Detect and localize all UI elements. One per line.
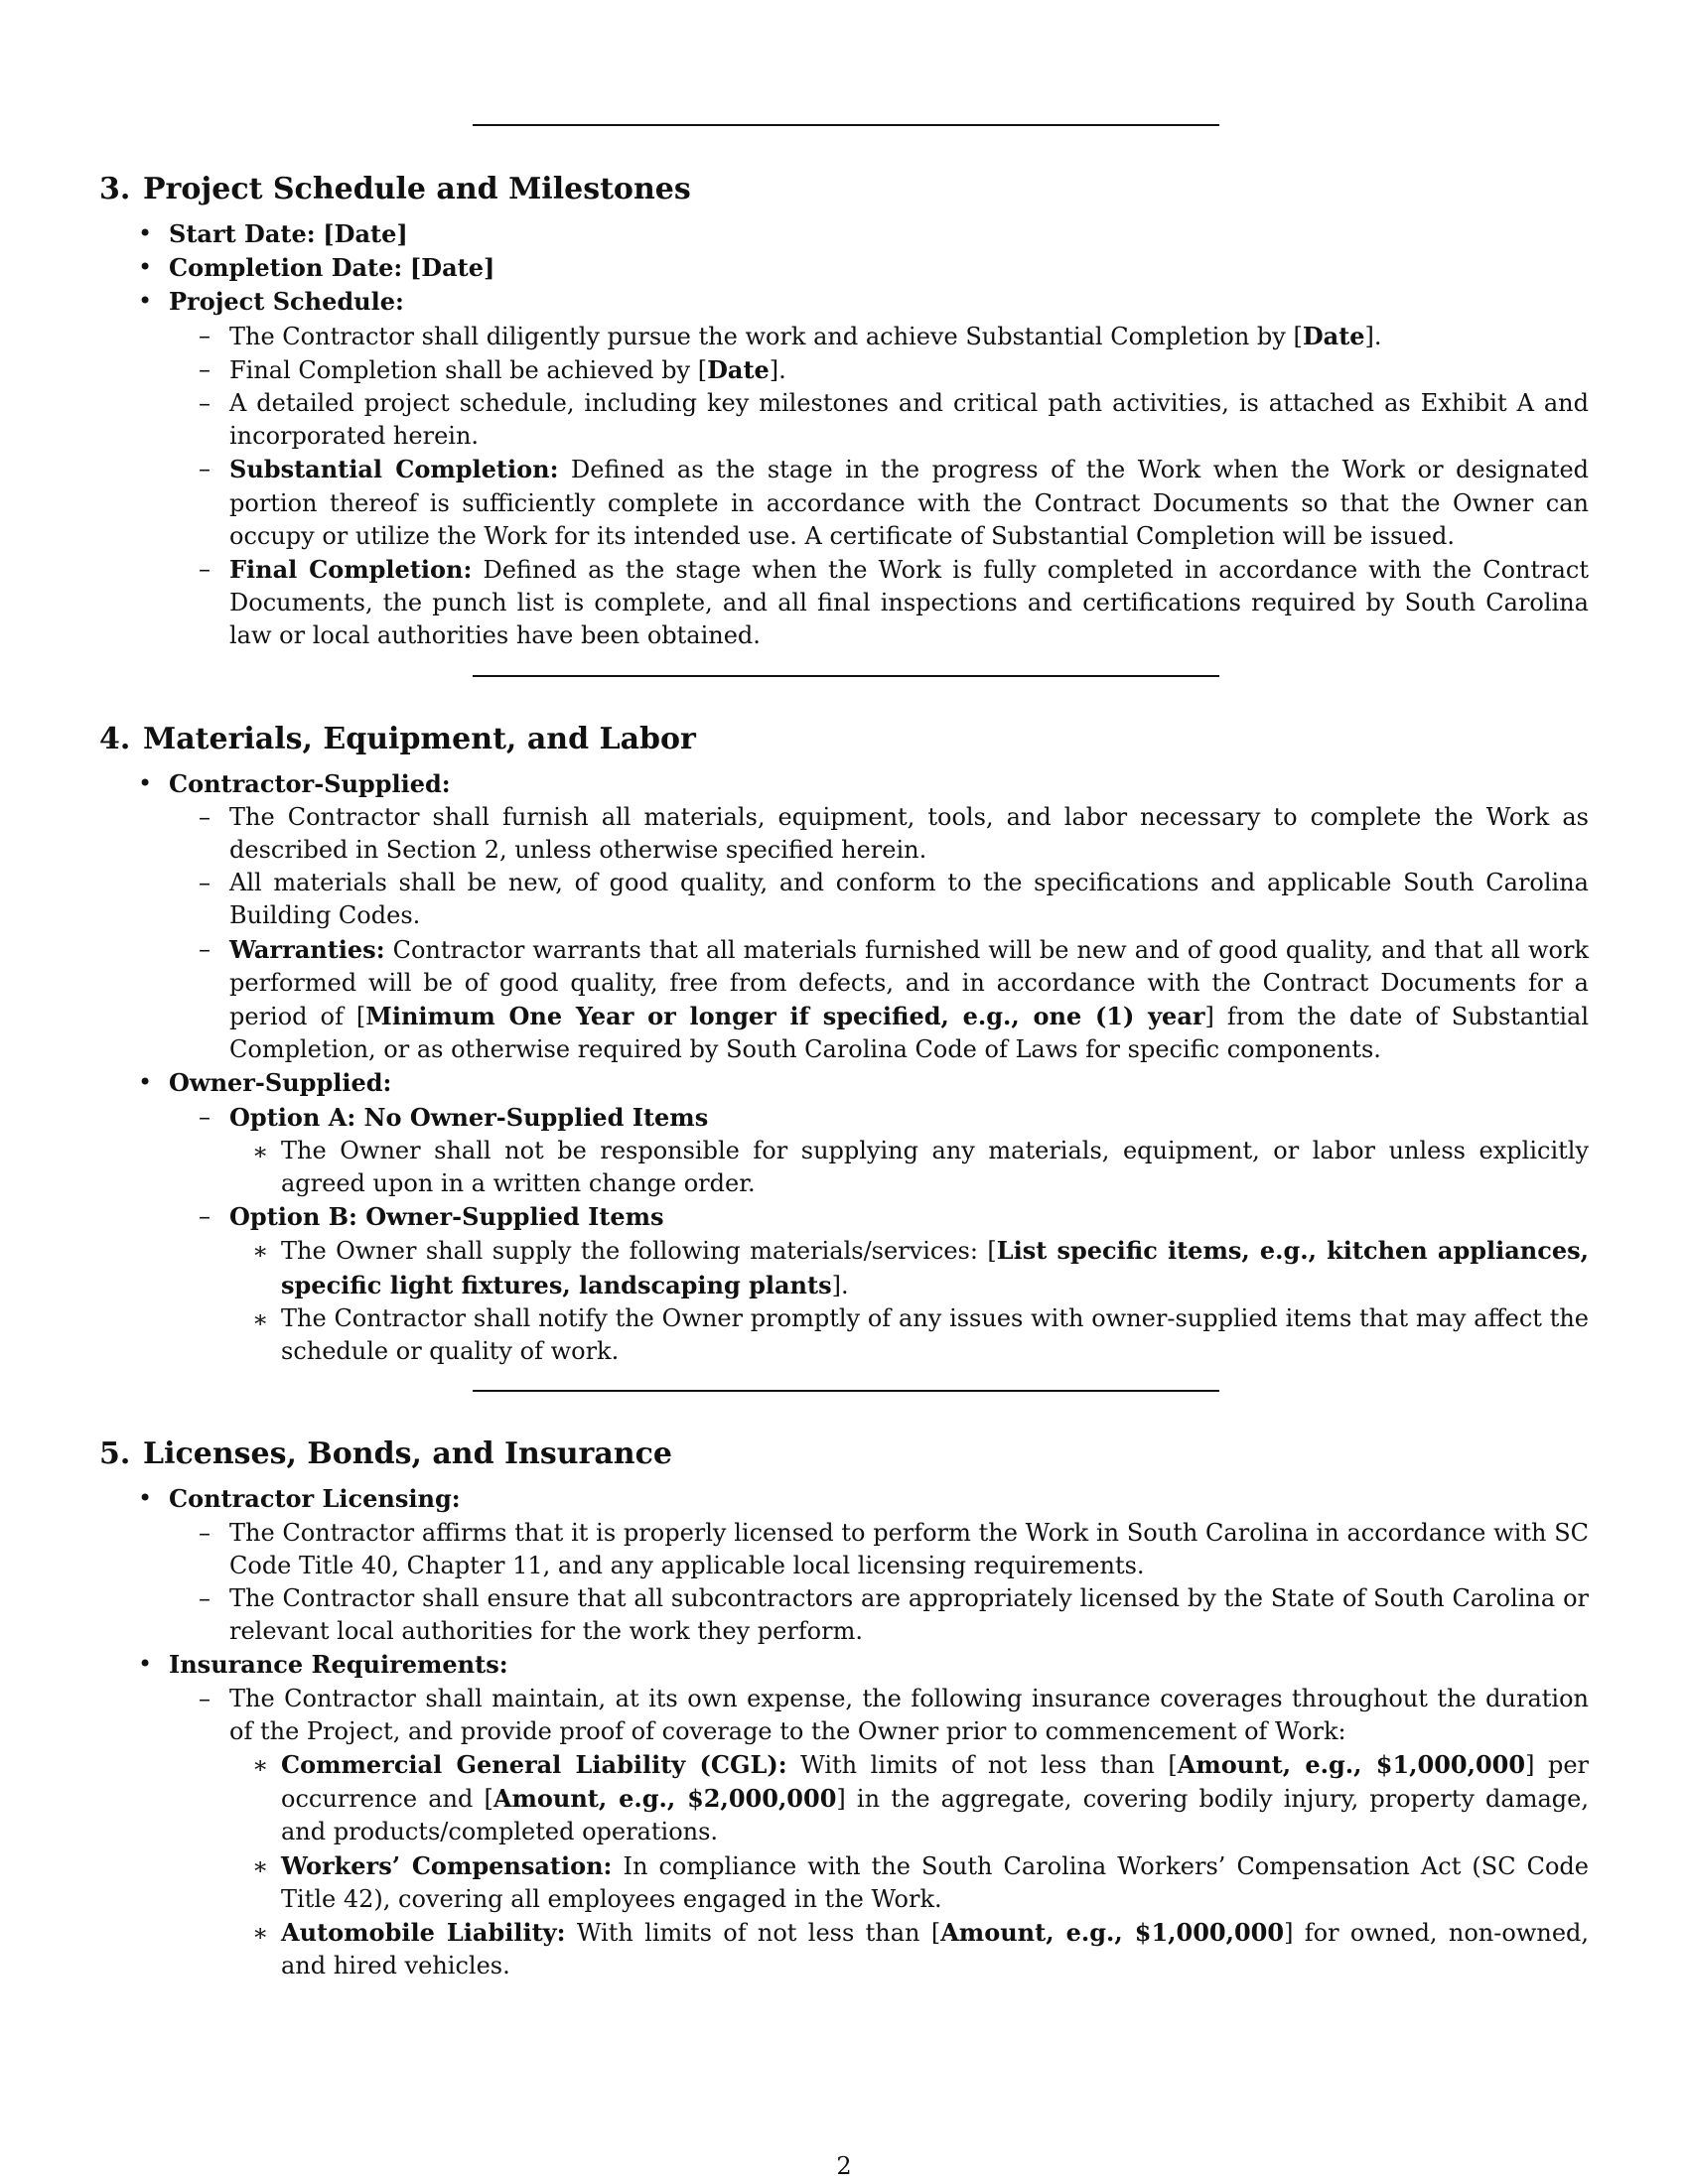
sub-list-item: – The Contractor shall maintain, at its own expense, the following insurance coverages throughout the duration of the Project, and provide proof of coverage to the Owner prior to commencement of Work: ∗ Commercial General Liability (CGL): With limits of not less than [Amount, e.g., $1,000,000] per occurrence and [Amount, e.g., $2,000,000] in the aggregate, covering bodily injury, property damage, and products/completed operations. ∗ Workers’ Compensation: In compliance with the South Carolina Workers’ Compensation Act (SC Code Title 42), covering all employees engaged in the Work. ∗ Automobile Liability: With limits of not less than [Amount, e.g., $1,000,000] for owned, non-owned, and hired vehicles.	[229, 1683, 1589, 1983]
sub-list-item: – The Contractor shall furnish all materials, equipment, tools, and labor necessary to complete the Work as described in Section 2, unless otherwise specified herein.	[199, 802, 1589, 865]
horizontal-rule	[473, 1390, 1219, 1392]
document-page	[99, 0, 1589, 1982]
horizontal-rule	[473, 675, 1219, 677]
section-5	[99, 1434, 1589, 1982]
sub-list	[199, 1101, 1589, 1369]
list-item: • Completion Date: [Date]	[138, 253, 495, 283]
sub-sub-list	[252, 1234, 1589, 1368]
sub-list-item: – The Contractor shall diligently pursue the work and achieve Substantial Completion by [Date].	[199, 321, 1382, 350]
list-item: • Owner-Supplied: – Option A: No Owner-Supplied Items ∗ The Owner shall not be responsible for supplying any materials, equipment, or labor unless explicitly agreed upon in a written change order. – Option B: Owner-Supplied Items ∗ The Owner shall supply the following materials/services: [List specific items, e.g., kitchen appliances, specific light fixtures, landscaping plants]. ∗ The Contractor shall notify the Owner promptly of any issues with owner-supplied items that may affect the schedule or quality of work.	[99, 1066, 1589, 1368]
sub-sub-list-item: ∗ Automobile Liability: With limits of not less than [Amount, e.g., $1,000,000] for owned, non-owned, and hired vehicles.	[252, 1917, 1590, 1980]
section-heading: 5. Licenses, Bonds, and Insurance	[99, 1436, 672, 1472]
page-number: 2	[836, 2152, 852, 2180]
list-item: • Insurance Requirements: – The Contractor shall maintain, at its own expense, the following insurance coverages throughout the duration of the Project, and provide proof of coverage to the Owner prior to commencement of Work: ∗ Commercial General Liability (CGL): With limits of not less than [Amount, e.g., $1,000,000] per occurrence and [Amount, e.g., $2,000,000] in the aggregate, covering bodily injury, property damage, and products/completed operations. ∗ Workers’ Compensation: In compliance with the South Carolina Workers’ Compensation Act (SC Code Title 42), covering all employees engaged in the Work. ∗ Automobile Liability: With limits of not less than [Amount, e.g., $1,000,000] for owned, non-owned, and hired vehicles.	[99, 1648, 1589, 1982]
sub-list-item: – All materials shall be new, of good quality, and conform to the specifications and applicable South Carolina Building Codes.	[199, 869, 1589, 930]
list-item: • Contractor-Supplied: – The Contractor shall furnish all materials, equipment, tools, and labor necessary to complete the Work as described in Section 2, unless otherwise specified herein. – All materials shall be new, of good quality, and conform to the specifications and applicable South Carolina Building Codes. – Warranties: Contractor warrants that all materials furnished will be new and of good quality, and that all work performed will be of good quality, free from defects, and in accordance with the Contract Documents for a period of [Minimum One Year or longer if specified, e.g., one (1) year] from the date of Substantial Completion, or as otherwise required by South Carolina Code of Laws for specific components.	[99, 767, 1589, 1067]
section-list	[99, 767, 1589, 1369]
sub-list	[199, 1517, 1589, 1649]
sub-list-item: – Final Completion: Defined as the stage when the Work is fully completed in accordance with the Contract Documents, the punch list is complete, and all final inspections and certifications required by South Carolina law or local authorities have been obtained.	[199, 555, 1589, 650]
sub-list-item: – The Contractor shall ensure that all subcontractors are appropriately licensed by the State of South Carolina or relevant local authorities for the work they perform.	[199, 1583, 1589, 1646]
list-item: • Project Schedule: – The Contractor shall diligently pursue the work and achieve Substantial Completion by [Date]. – Final Completion shall be achieved by [Date]. – A detailed project schedule, including key milestones and critical path activities, is attached as Exhibit A and incorporated herein. – Substantial Completion: Defined as the stage in the progress of the Work when the Work or designated portion thereof is sufficiently complete in accordance with the Contract Documents so that the Owner can occupy or utilize the Work for its intended use. A certificate of Substantial Completion will be issued. – Final Completion: Defined as the stage when the Work is fully completed in accordance with the Contract Documents, the punch list is complete, and all final inspections and certifications required by South Carolina law or local authorities have been obtained.	[99, 285, 1589, 652]
sub-sub-list	[252, 1748, 1590, 1982]
sub-list-item: – Option B: Owner-Supplied Items ∗ The Owner shall supply the following materials/services: [List specific items, e.g., kitchen appliances, specific light fixtures, landscaping plants]. ∗ The Contractor shall notify the Owner promptly of any issues with owner-supplied items that may affect the schedule or quality of work.	[229, 1200, 1589, 1368]
sub-list	[199, 320, 1590, 653]
sub-sub-list-item: ∗ The Owner shall supply the following materials/services: [List specific items, e.g., kitchen appliances, specific light fixtures, landscaping plants].	[252, 1236, 1589, 1299]
sub-list-item: – Substantial Completion: Defined as the stage in the progress of the Work when the Work or designated portion thereof is sufficiently complete in accordance with the Contract Documents so that the Owner can occupy or utilize the Work for its intended use. A certificate of Substantial Completion will be issued.	[199, 455, 1590, 550]
section-list	[99, 1482, 1589, 1982]
sub-list-item: – A detailed project schedule, including key milestones and critical path activities, is attached as Exhibit A and incorporated herein.	[199, 389, 1589, 451]
sub-list-item: – Final Completion shall be achieved by [Date].	[199, 354, 786, 384]
sub-sub-list	[252, 1135, 1589, 1200]
section-heading: 4. Materials, Equipment, and Labor	[99, 721, 696, 756]
sub-sub-list-item: ∗ Commercial General Liability (CGL): With limits of not less than [Amount, e.g., $1,000,000] per occurrence and [Amount, e.g., $2,000,000] in the aggregate, covering bodily injury, property damage, and products/completed operations.	[252, 1749, 1590, 1846]
sub-list-item: – The Contractor affirms that it is properly licensed to perform the Work in South Carolina in accordance with SC Code Title 40, Chapter 11, and any applicable local licensing requirements.	[199, 1518, 1589, 1579]
horizontal-rule	[473, 124, 1219, 126]
section-4	[99, 720, 1589, 1369]
sub-sub-list-item: ∗ The Owner shall not be responsible for supplying any materials, equipment, or labor unless explicitly agreed upon in a written change order.	[252, 1136, 1589, 1198]
section-heading: 3. Project Schedule and Milestones	[99, 172, 691, 206]
sub-sub-list-item: ∗ The Contractor shall notify the Owner promptly of any issues with owner-supplied items that may affect the schedule or quality of work.	[252, 1303, 1589, 1366]
sub-list-item: – Warranties: Contractor warrants that all materials furnished will be new and of good quality, and that all work performed will be of good quality, free from defects, and in accordance with the Contract Documents for a period of [Minimum One Year or longer if specified, e.g., one (1) year] from the date of Substantial Completion, or as otherwise required by South Carolina Code of Laws for specific components.	[199, 934, 1589, 1064]
sub-sub-list-item: ∗ Workers’ Compensation: In compliance with the South Carolina Workers’ Compensation Act (SC Code Title 42), covering all employees engaged in the Work.	[252, 1850, 1589, 1913]
sub-list-item: – Option A: No Owner-Supplied Items ∗ The Owner shall not be responsible for supplying any materials, equipment, or labor unless explicitly agreed upon in a written change order.	[229, 1101, 1589, 1201]
sub-list	[199, 801, 1589, 1067]
list-item: • Contractor Licensing: – The Contractor affirms that it is properly licensed to perform the Work in South Carolina in accordance with SC Code Title 40, Chapter 11, and any applicable local licensing requirements. – The Contractor shall ensure that all subcontractors are appropriately licensed by the State of South Carolina or relevant local authorities for the work they perform.	[99, 1482, 1589, 1648]
sub-list	[199, 1683, 1590, 1983]
section-3	[99, 170, 1589, 653]
section-list	[99, 217, 1589, 653]
list-item: • Start Date: [Date]	[138, 219, 408, 248]
